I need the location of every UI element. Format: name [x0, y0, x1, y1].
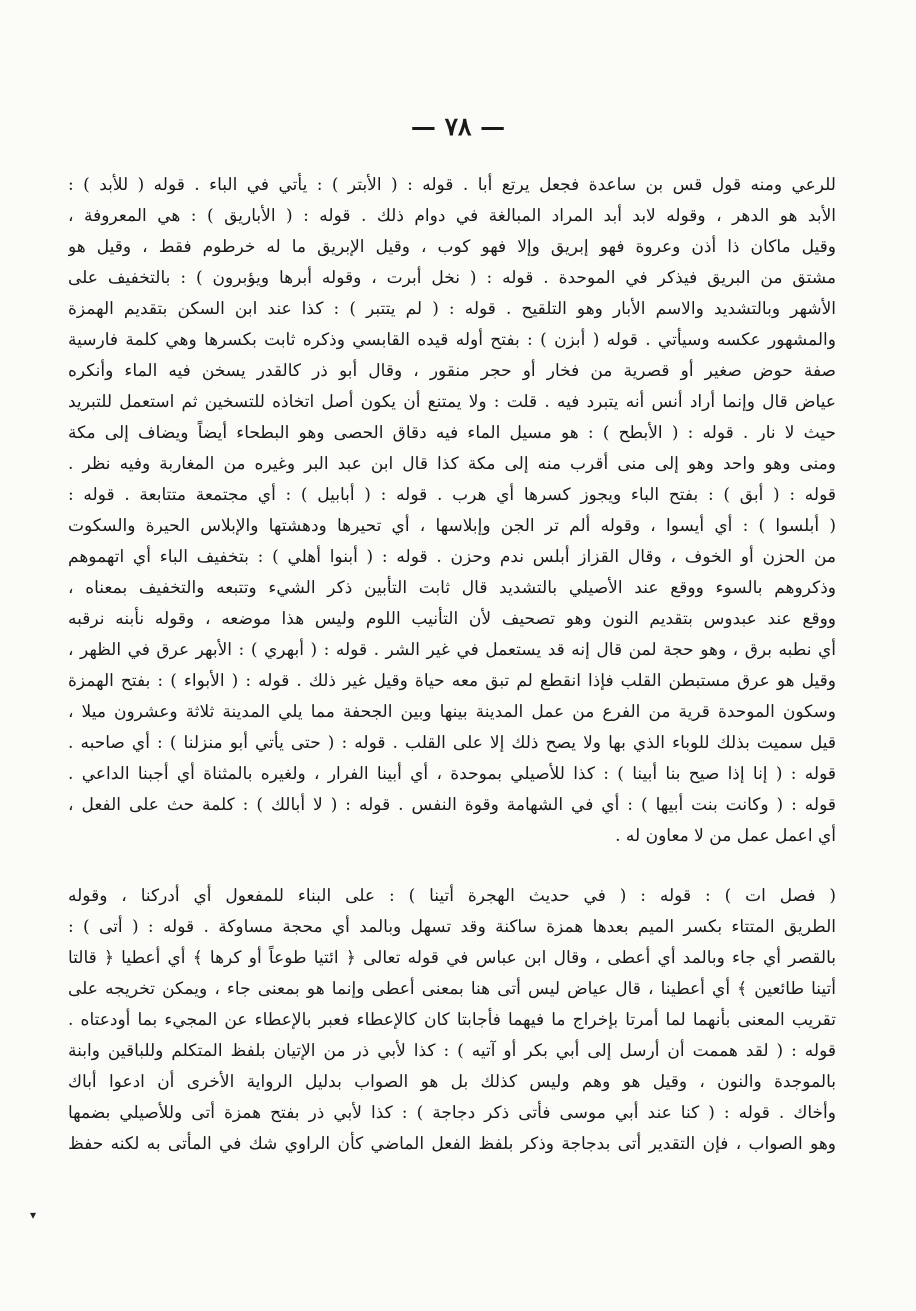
text-line: قوله : ( لقد هممت أن أرسل إلى أبي بكر أو آتيه ) : كذا لأبي ذر من الإتيان بلفظ المتكلم وللباقين وابنة — [68, 1041, 836, 1061]
text-line: حيث لا نار . قوله : ( الأبطح ) : هو مسيل الماء فيه دقاق الحصى وهو البطحاء أيضاً ويضاف إلى مكة — [68, 423, 836, 443]
text-line: أي اعمل عمل من لا معاون له . — [615, 826, 836, 846]
text-line: تقريب المعنى بأنهما لما أمرتا بإخراج ما فيهما فأجابتا كان كالإعطاء فعبر بالإعطاء عن المجيء بما أودعتاه . — [68, 1010, 836, 1030]
text-line: بالموجدة والنون ، وقيل هو وهم وليس كذلك بل هو الصواب بدليل الرواية الأخرى أن ادعوا أباك — [68, 1072, 836, 1092]
text-line: الأبد هو الدهر ، وقوله لابد أبد المراد المبالغة في دوام ذلك . قوله : ( الأباريق ) : هي المعروفة ، — [68, 206, 836, 226]
text-line: ومنى وهو واحد وهو إلى منى أقرب منه إلى مكة كذا قال ابن عبد البر وغيره من المغاربة وفيه نظر . — [68, 454, 836, 474]
text-line: مشتق من البريق فيذكر في الموحدة . قوله : ( نخل أبرت ، وقوله أبرها ويؤبرون ) : بالتخفيف على — [68, 268, 836, 288]
text-line: الطريق المتتاء بكسر الميم بعدها همزة ساكنة وقد تسهل وبالمد أي محجة مساوكة . قوله : ( أتى ) : — [68, 917, 836, 937]
paragraph-2 — [68, 881, 836, 1160]
text-line: وأخاك . قوله : ( كنا عند أبي موسى فأتى ذكر دجاجة ) : كذا لأبي ذر بفتح همزة أتى وللأصيلي بضمها — [68, 1103, 836, 1123]
text-line: من الحزن أو الخوف ، وقال القزاز أبلس ندم وحزن . قوله : ( أبنوا أهلي ) : بتخفيف الباء أي اتهموهم — [68, 547, 836, 567]
text-line: عياض قال وإنما أراد أنس أنه يتبرد فيه . قلت : ولا يمتنع أن يكون أصل اتخاذه للتسخين ثم استعمل للتبريد — [68, 392, 836, 412]
text-line: وذكروهم بالسوء ووقع عند الأصيلي بالتشديد قال ثابت التأبين ذكر الشيء وتتبعه والتخفيف بمعناه ، — [68, 578, 836, 598]
text-line: قيل سميت بذلك للوباء الذي بها ولا يصح ذلك إلا على القلب . قوله : ( حتى يأتي أبو منزلنا ) : أي صاحبه . — [68, 733, 836, 753]
text-line: أي نطبه برق ، وهو حجة لمن قال إنه قد يستعمل في غير الشر . قوله : ( أبهري ) : الأبهر عرق في الظهر ، — [68, 640, 836, 660]
text-line: صفة حوض صغير أو قصرية من فخار أو حجر منقور ، وقال أبو ذر كالقدر يسخن فيه الماء وأنكره — [68, 361, 836, 381]
text-line: قوله : ( إنا إذا صيح بنا أبينا ) : كذا للأصيلي بموحدة ، أي أبينا الفرار ، ولغيره بالمثناة أي أجبنا الداعي . — [68, 764, 836, 784]
text-line: قوله : ( أبق ) : بفتح الباء ويجوز كسرها أي هرب . قوله : ( أبابيل ) : أي مجتمعة متتابعة . قوله : — [68, 485, 836, 505]
text-line: أتينا طائعين ﴾ أي أعطينا ، قال عياض ليس أتى هنا بمعنى أعطى وإنما هو بمعنى جاء ، ويمكن تخريجه على — [68, 979, 836, 999]
text-line: وسكون الموحدة قرية من الفرع من عمل المدينة بينها وبين الجحفة مما يلي المدينة ثلاثة وعشرون ميلا ، — [68, 702, 836, 722]
margin-mark: ▾ — [30, 1208, 37, 1222]
text-line: بالقصر أي جاء وبالمد أي أعطى ، وقال ابن عباس في قوله تعالى ﴿ ائتيا طوعاً أو كرها ﴾ أي أعطيا ﴿ قالتا — [68, 948, 836, 968]
text-line: وقيل ماكان ذا أذن وعروة فهو إبريق وإلا فهو كوب ، وقيل الإبريق ما له خرطوم فقط ، وقيل هو — [68, 237, 836, 257]
text-line: وقيل هو عرق مستبطن القلب فإذا انقطع لم تبق معه حياة وقيل غير ذلك . قوله : ( الأبواء ) : بفتح الهمزة — [68, 671, 836, 691]
text-line: والمشهور عكسه وسيأتي . قوله ( أبزن ) : بفتح أوله قيده القابسي وذكره ثابت بكسرها وهي كلمة فارسية — [68, 330, 836, 350]
text-line: الأشهر وبالتشديد والاسم الأبار وهو التلقيح . قوله : ( لم يتتبر ) : كذا عند ابن السكن بتقديم الهمزة — [68, 299, 836, 319]
page-number: — ٧٨ — — [410, 112, 506, 141]
paragraph-1 — [68, 170, 836, 852]
text-line: وهو الصواب ، فإن التقدير أتى بدجاجة وذكر بلفظ الفعل الماضي كأن الراوي شك في المأتى به لكنه حفظ — [68, 1134, 836, 1154]
text-line: ووقع عند عبدوس بتقديم النون وهو تصحيف لأن التأنيب اللوم وليس هذا موضعه ، وقوله نأبنه نرقبه — [68, 609, 836, 629]
text-line: قوله : ( وكانت بنت أبيها ) : أي في الشهامة وقوة النفس . قوله : ( لا أبالك ) : كلمة حث على الفعل ، — [68, 795, 836, 815]
text-line: للرعي ومنه قول قس بن ساعدة فجعل يرتع أبا . قوله : ( الأبتر ) : يأتي في الباء . قوله ( للأبد ) : — [68, 175, 836, 195]
text-line: ( أبلسوا ) : أي أيسوا ، وقوله ألم تر الجن وإبلاسها ، أي تحيرها ودهشتها والإبلاس الحيرة والسكوت — [68, 516, 836, 536]
text-line: ( فصل ات ) : قوله : ( في حديث الهجرة أتينا ) : على البناء للمفعول أي أدركنا ، وقوله — [68, 886, 836, 906]
